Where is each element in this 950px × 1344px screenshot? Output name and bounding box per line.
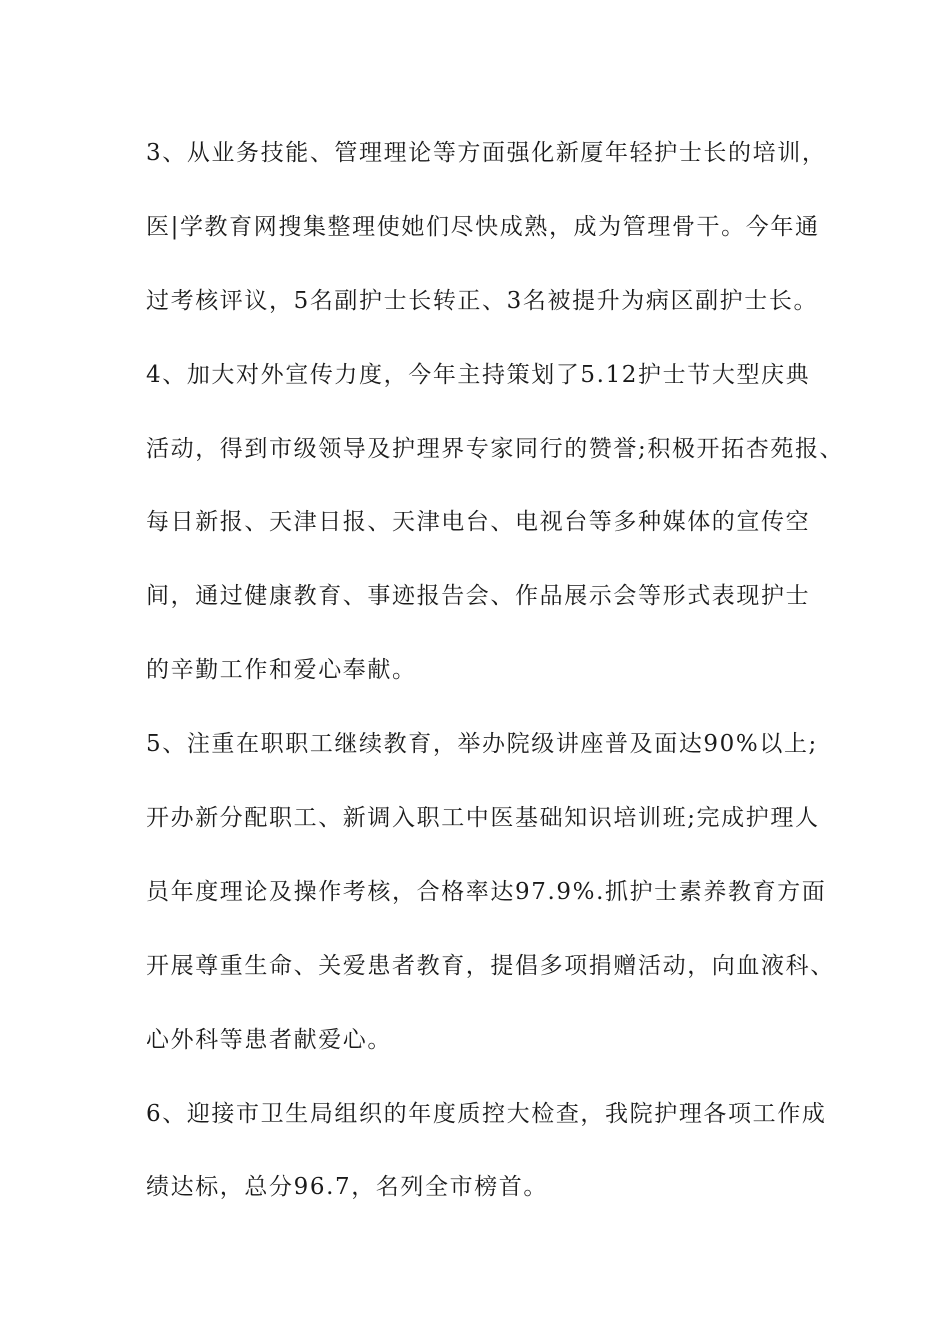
text-line: 间，通过健康教育、事迹报告会、作品展示会等形式表现护士 xyxy=(146,583,811,610)
text-line: 医|学教育网搜集整理使她们尽快成熟，成为管理骨干。今年通 xyxy=(146,213,820,240)
text-line: 5、注重在职职工继续教育，举办院级讲座普及面达90%以上; xyxy=(146,731,818,758)
text-line: 过考核评议，5名副护士长转正、3名被提升为病区副护士长。 xyxy=(146,287,819,314)
text-line: 开办新分配职工、新调入职工中医基础知识培训班;完成护理人 xyxy=(146,805,820,832)
text-line: 4、加大对外宣传力度，今年主持策划了5.12护士节大型庆典 xyxy=(146,361,811,388)
text-line: 绩达标，总分96.7，名列全市榜首。 xyxy=(146,1174,549,1201)
text-line: 3、从业务技能、管理理论等方面强化新厦年轻护士长的培训， xyxy=(146,140,827,166)
text-line: 心外科等患者献爱心。 xyxy=(146,1026,392,1053)
text-line: 每日新报、天津日报、天津电台、电视台等多种媒体的宣传空 xyxy=(146,509,811,536)
text-line: 的辛勤工作和爱心奉献。 xyxy=(146,657,417,684)
text-line: 开展尊重生命、关爱患者教育，提倡多项捐赠活动，向血液科、 xyxy=(146,952,835,979)
text-line: 6、迎接市卫生局组织的年度质控大检查，我院护理各项工作成 xyxy=(146,1100,827,1127)
text-line: 员年度理论及操作考核，合格率达97.9%.抓护士素养教育方面 xyxy=(146,878,827,905)
document-body xyxy=(146,130,846,1238)
text-line: 活动，得到市级领导及护理界专家同行的赞誉;积极开拓杏苑报、 xyxy=(146,435,845,462)
